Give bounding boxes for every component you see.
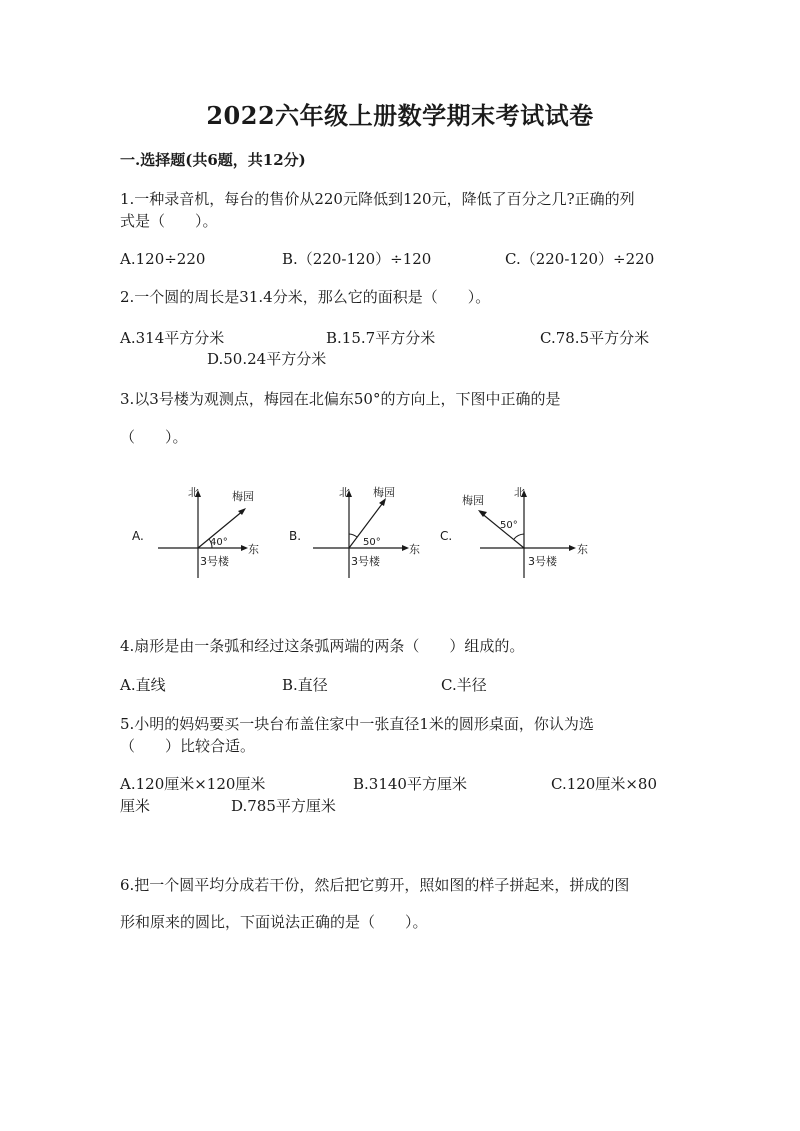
figure-c-option-label: C. (440, 529, 453, 543)
question-6-stem-line-2: 形和原来的圆比，下面说法正确的是（ ）。 (120, 913, 428, 931)
question-5-stem-line-1: 5.小明的妈妈要买一块台布盖住家中一张直径1米的圆形桌面，你认为选 (120, 715, 594, 733)
question-1-option-c: C.（220-120）÷220 (505, 250, 655, 268)
question-5-option-c-continued: 厘米 (120, 797, 151, 815)
figure-a-origin-label: 3号楼 (200, 555, 229, 568)
direction-figure-c (436, 482, 596, 582)
figure-c-angle-label: 50° (500, 520, 518, 531)
figure-b-east-arrow-icon (402, 545, 409, 551)
question-5-option-a: A.120厘米×120厘米 (120, 775, 266, 793)
question-5-stem-line-2: （ ）比较合适。 (120, 737, 256, 755)
question-1-stem-line-1: 1.一种录音机，每台的售价从220元降低到120元，降低了百分之几?正确的列 (120, 190, 635, 208)
figure-c-east-label: 东 (577, 543, 588, 556)
figure-b-ray-arrow-icon (379, 498, 386, 506)
figure-a-option-label: A. (132, 529, 144, 543)
figure-b-angle-arc (349, 534, 357, 537)
figure-b-origin-label: 3号楼 (351, 555, 380, 568)
question-5-option-b: B.3140平方厘米 (353, 775, 467, 793)
question-2-option-b: B.15.7平方分米 (326, 329, 436, 347)
figure-a-north-label: 北 (188, 486, 199, 499)
figure-b-north-label: 北 (339, 486, 350, 499)
figure-c-north-label: 北 (514, 486, 525, 499)
page-title: 2022六年级上册数学期末考试试卷 (206, 101, 594, 130)
question-5-option-d: D.785平方厘米 (231, 797, 336, 815)
figure-c-angle-arc (514, 534, 524, 539)
figure-a-angle-label: 40° (210, 537, 228, 548)
figure-c-target-label: 梅园 (462, 494, 484, 507)
figure-c-origin-label: 3号楼 (528, 555, 557, 568)
figure-b-target-label: 梅园 (373, 486, 395, 499)
question-2-option-a: A.314平方分米 (120, 329, 225, 347)
figure-c-east-arrow-icon (569, 545, 576, 551)
direction-figure-b (283, 482, 433, 582)
figure-b-east-label: 东 (409, 543, 420, 556)
section-heading: 一.选择题(共6题，共12分) (120, 151, 306, 169)
question-6-stem-line-1: 6.把一个圆平均分成若干份，然后把它剪开，照如图的样子拼起来，拼成的图 (120, 876, 630, 894)
question-4-option-c: C.半径 (441, 676, 487, 694)
figure-a-east-label: 东 (248, 543, 259, 556)
question-2-option-c: C.78.5平方分米 (540, 329, 650, 347)
figure-a-east-arrow-icon (241, 545, 248, 551)
figure-a-target-label: 梅园 (232, 490, 254, 503)
question-1-stem-line-2: 式是（ ）。 (120, 212, 218, 230)
question-4-option-a: A.直线 (120, 676, 166, 694)
figure-b-angle-label: 50° (363, 537, 381, 548)
question-2-option-d: D.50.24平方分米 (207, 350, 327, 368)
figure-b-option-label: B. (289, 529, 302, 543)
direction-figure-a (128, 482, 278, 582)
question-5-option-c: C.120厘米×80 (551, 775, 657, 793)
question-4-option-b: B.直径 (282, 676, 328, 694)
question-1-option-a: A.120÷220 (120, 250, 206, 268)
question-1-option-b: B.（220-120）÷120 (282, 250, 432, 268)
question-3-stem-line-2: （ ）。 (120, 428, 188, 446)
question-4-stem: 4.扇形是由一条弧和经过这条弧两端的两条（ ）组成的。 (120, 637, 525, 655)
question-3-stem-line-1: 3.以3号楼为观测点，梅园在北偏东50°的方向上，下图中正确的是 (120, 390, 561, 408)
question-2-stem: 2.一个圆的周长是31.4分米，那么它的面积是（ ）。 (120, 288, 491, 306)
